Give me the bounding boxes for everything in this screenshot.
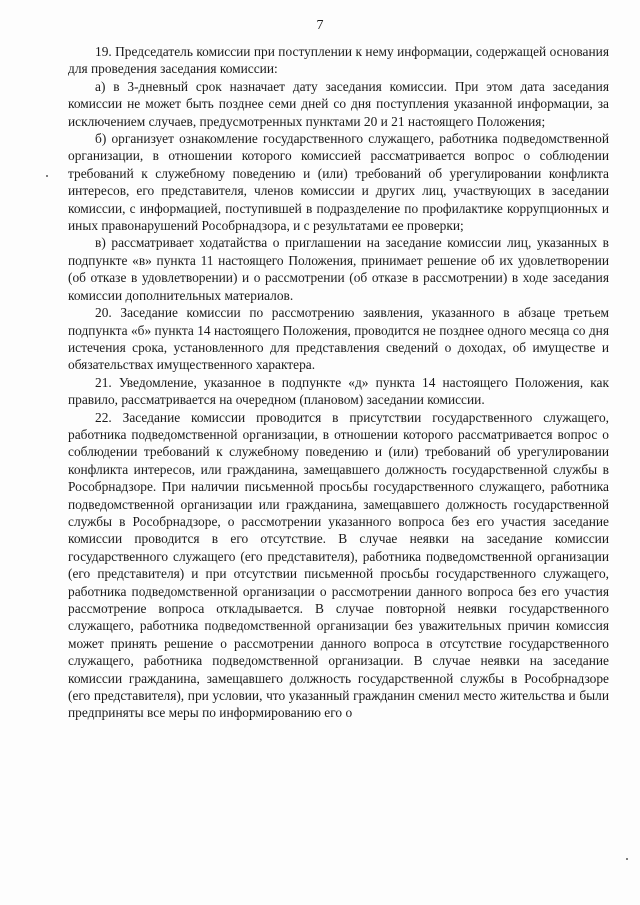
paragraph-19-b: б) организует ознакомление государственного служащего, работника подведомственной организации, в отношении которого комиссией рассматривается вопрос о соблюдении требований к служебному поведению и (или) требований об урегулировании конфликта интересов, его представителя, членов комиссии и других лиц, участвующих в заседании комиссии, с информацией, поступившей в подразделение по профилактике коррупционных и иных правонарушений Рособрнадзора, и с результатами ее проверки;: [68, 131, 609, 234]
page-number: 7: [316, 18, 324, 33]
scan-speck: [46, 175, 48, 177]
paragraph-20: 20. Заседание комиссии по рассмотрению заявления, указанного в абзаце третьем подпункта «б» пункта 14 настоящего Положения, проводится не позднее одного месяца со дня истечения срока, установленного для представления сведений о доходах, об имуществе и обязательствах имущественного характера.: [68, 305, 609, 373]
paragraph-21: 21. Уведомление, указанное в подпункте «д» пункта 14 настоящего Положения, как правило, рассматривается на очередном (плановом) заседании комиссии.: [68, 374, 609, 408]
paragraph-19-v: в) рассматривает ходатайства о приглашении на заседание комиссии лиц, указанных в подпункте «в» пункта 11 настоящего Положения, принимает решение об их удовлетворении (об отказе в удовлетворении) и о рассмотрении (об отказе в рассмотрении) в ходе заседания комиссии дополнительных материалов.: [68, 235, 609, 303]
paragraph-22: 22. Заседание комиссии проводится в присутствии государственного служащего, работника подведомственной организации, в отношении которого рассматривается вопрос о соблюдении требований к служебному поведению и (или) требований об урегулировании конфликта интересов, или гражданина, замещавшего должность государственной службы в Рособрнадзоре. При наличии письменной просьбы государственного служащего, работника подведомственной организации или гражданина, замещавшего должность государственной службы в Рособрнадзоре, о рассмотрении указанного вопроса без его участия заседание комиссии проводится в его отсутствие. В случае неявки на заседание комиссии государственного служащего (его представителя), работника подведомственной организации (его представителя) и при отсутствии письменной просьбы государственного служащего, работника подведомственной организации о рассмотрении данного вопроса без его участия рассмотрение вопроса откладывается. В случае повторной неявки государственного служащего, работника подведомственной организации без уважительных причин комиссия может принять решение о рассмотрении данного вопроса в отсутствие государственного служащего, работника подведомственной организации. В случае неявки на заседание комиссии гражданина, замещавшего должность государственной службы в Рособрнадзоре (его представителя), при условии, что указанный гражданин сменил место жительства и были предприняты все меры по информированию его о: [68, 409, 609, 721]
scan-speck: [626, 858, 628, 860]
document-body: [68, 43, 609, 722]
paragraph-19: 19. Председатель комиссии при поступлении к нему информации, содержащей основания для проведения заседания комиссии:: [68, 44, 609, 77]
paragraph-19-a: а) в 3-дневный срок назначает дату заседания комиссии. При этом дата заседания комиссии не может быть позднее семи дней со дня поступления указанной информации, за исключением случаев, предусмотренных пунктами 20 и 21 настоящего Положения;: [68, 78, 609, 129]
